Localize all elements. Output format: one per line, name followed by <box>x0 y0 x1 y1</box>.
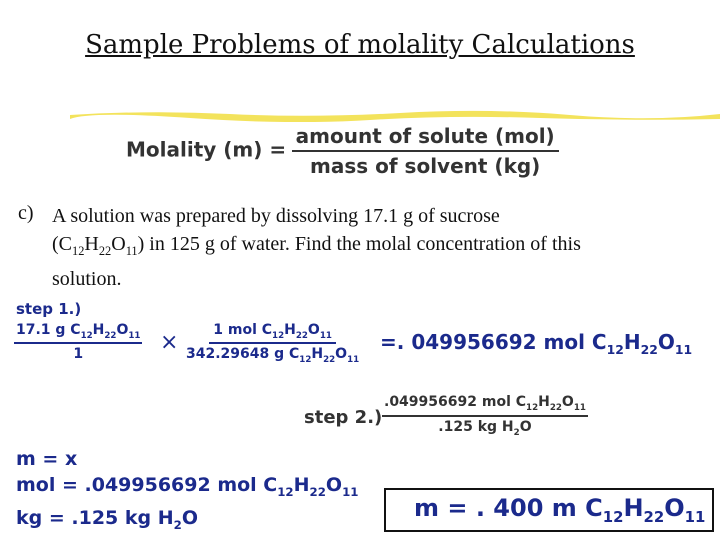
problem-line-3: solution. <box>52 268 122 290</box>
problem-line-2: $(C_{12}H_{22}O_{11})$ in 125 g of water. Find the molal concentration of this <box>52 233 581 258</box>
answer-line-3: kg = .125 kg $H_2O$ <box>16 506 198 532</box>
step1-fraction-2: $\frac{1 mol C_{12}H_{22}O_{11}}{342.29648 g C_{12}H_{22}O_{11}}$ <box>186 322 360 365</box>
answer-block <box>16 446 358 538</box>
molality-formula <box>126 124 559 178</box>
multiply-sign: × <box>160 330 179 355</box>
step2-label: step 2.) <box>304 407 383 428</box>
problem-line-1: A solution was prepared by dissolving 17.1 g of sucrose <box>52 205 500 227</box>
final-answer: m = . 400 m $C_{12}H_{22}O_{11}$ <box>414 494 706 526</box>
step1-label: step 1.) <box>16 300 82 318</box>
highlighter-stroke <box>70 108 720 122</box>
step1-result: =. 049956692 mol $C_{12}H_{22}O_{11}$ <box>380 330 693 357</box>
formula-denominator: mass of solvent (kg) <box>310 154 541 178</box>
answer-line-2: mol = .049956692 mol $C_{12}H_{22}O_{11}$ <box>16 474 359 499</box>
problem-marker: c) <box>18 202 34 224</box>
problem-statement <box>52 202 712 293</box>
answer-line-1: m = x <box>16 448 78 470</box>
page-title: Sample Problems of molality Calculations <box>85 30 635 60</box>
step1-fraction-1: $\frac{17.1 g C_{12}H_{22}O_{11}}{1}$ <box>16 322 141 362</box>
formula-numerator: amount of solute (mol) <box>292 124 559 152</box>
formula-fraction <box>292 124 559 178</box>
formula-lhs: Molality (m) = <box>126 137 287 162</box>
step2-fraction: $\frac{.049956692 mol C_{12}H_{22}O_{11}}{.125 kg H_2O}$ <box>384 394 586 438</box>
